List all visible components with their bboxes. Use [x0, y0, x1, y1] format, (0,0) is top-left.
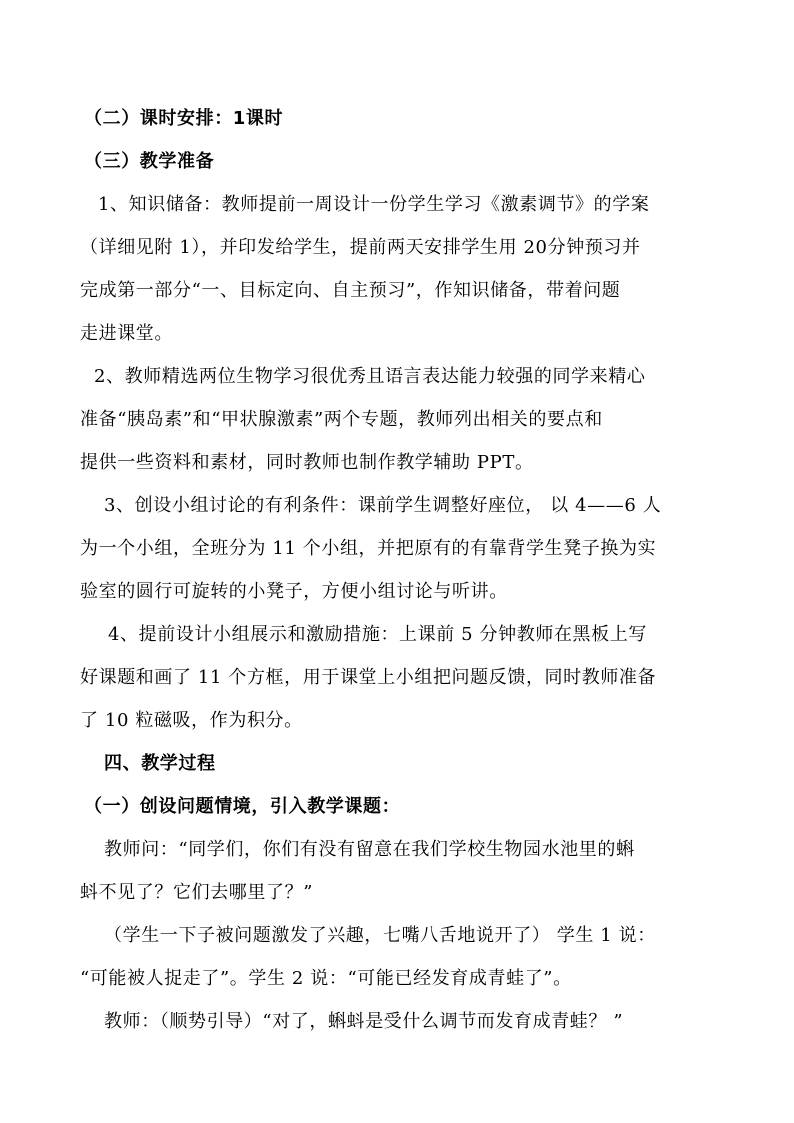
paragraph-line: 提供一些资料和素材，同时教师也制作教学辅助 PPT。	[80, 452, 534, 473]
subsection-heading-intro: （一）创设问题情境，引入教学课题：	[84, 796, 401, 817]
paragraph-line: “可能被人捉走了”。学生 2 说：“可能已经发育成青蛙了”。	[80, 968, 572, 989]
paragraph-line: 验室的圆行可旋转的小凳子，方便小组讨论与听讲。	[80, 581, 508, 602]
paragraph-line: 完成第一部分“一、目标定向、自主预习”，作知识储备，带着问题	[80, 280, 621, 301]
section-heading-preparation: （三）教学准备	[84, 151, 215, 172]
paragraph-line: 1、知识储备：教师提前一周设计一份学生学习《激素调节》的学案	[98, 194, 650, 215]
paragraph-line: 4、提前设计小组展示和激励措施：上课前 5 分钟教师在黑板上写	[108, 624, 647, 645]
paragraph-line: 蚪不见了？它们去哪里了？”	[80, 882, 314, 903]
section-heading-teaching-process: 四、教学过程	[104, 753, 216, 774]
paragraph-line: 教师问：“同学们，你们有没有留意在我们学校生物园水池里的蝌	[104, 839, 635, 860]
paragraph-line: （学生一下子被问题激发了兴趣，七嘴八舌地说开了） 学生 1 说：	[104, 925, 656, 946]
paragraph-line: 3、创设小组讨论的有利条件：课前学生调整好座位， 以 4——6 人	[104, 495, 662, 516]
paragraph-line: 准备“胰岛素”和“甲状腺激素”两个专题，教师列出相关的要点和	[80, 409, 603, 430]
paragraph-line: （详细见附 1），并印发给学生，提前两天安排学生用 20分钟预习并	[80, 237, 641, 258]
paragraph-line: 好课题和画了 11 个方框，用于课堂上小组把问题反馈，同时教师准备	[80, 667, 657, 688]
paragraph-line: 教师：（顺势引导）“对了，蝌蚪是受什么调节而发育成青蛙？ ”	[104, 1011, 624, 1032]
paragraph-line: 2、教师精选两位生物学习很优秀且语言表达能力较强的同学来精心	[94, 366, 646, 387]
paragraph-line: 为一个小组，全班分为 11 个小组，并把原有的有靠背学生凳子换为实	[80, 538, 657, 559]
paragraph-line: 了 10 粒磁吸，作为积分。	[80, 710, 303, 731]
paragraph-line: 走进课堂。	[80, 323, 173, 344]
section-heading-schedule: （二）课时安排：1课时	[84, 108, 284, 129]
